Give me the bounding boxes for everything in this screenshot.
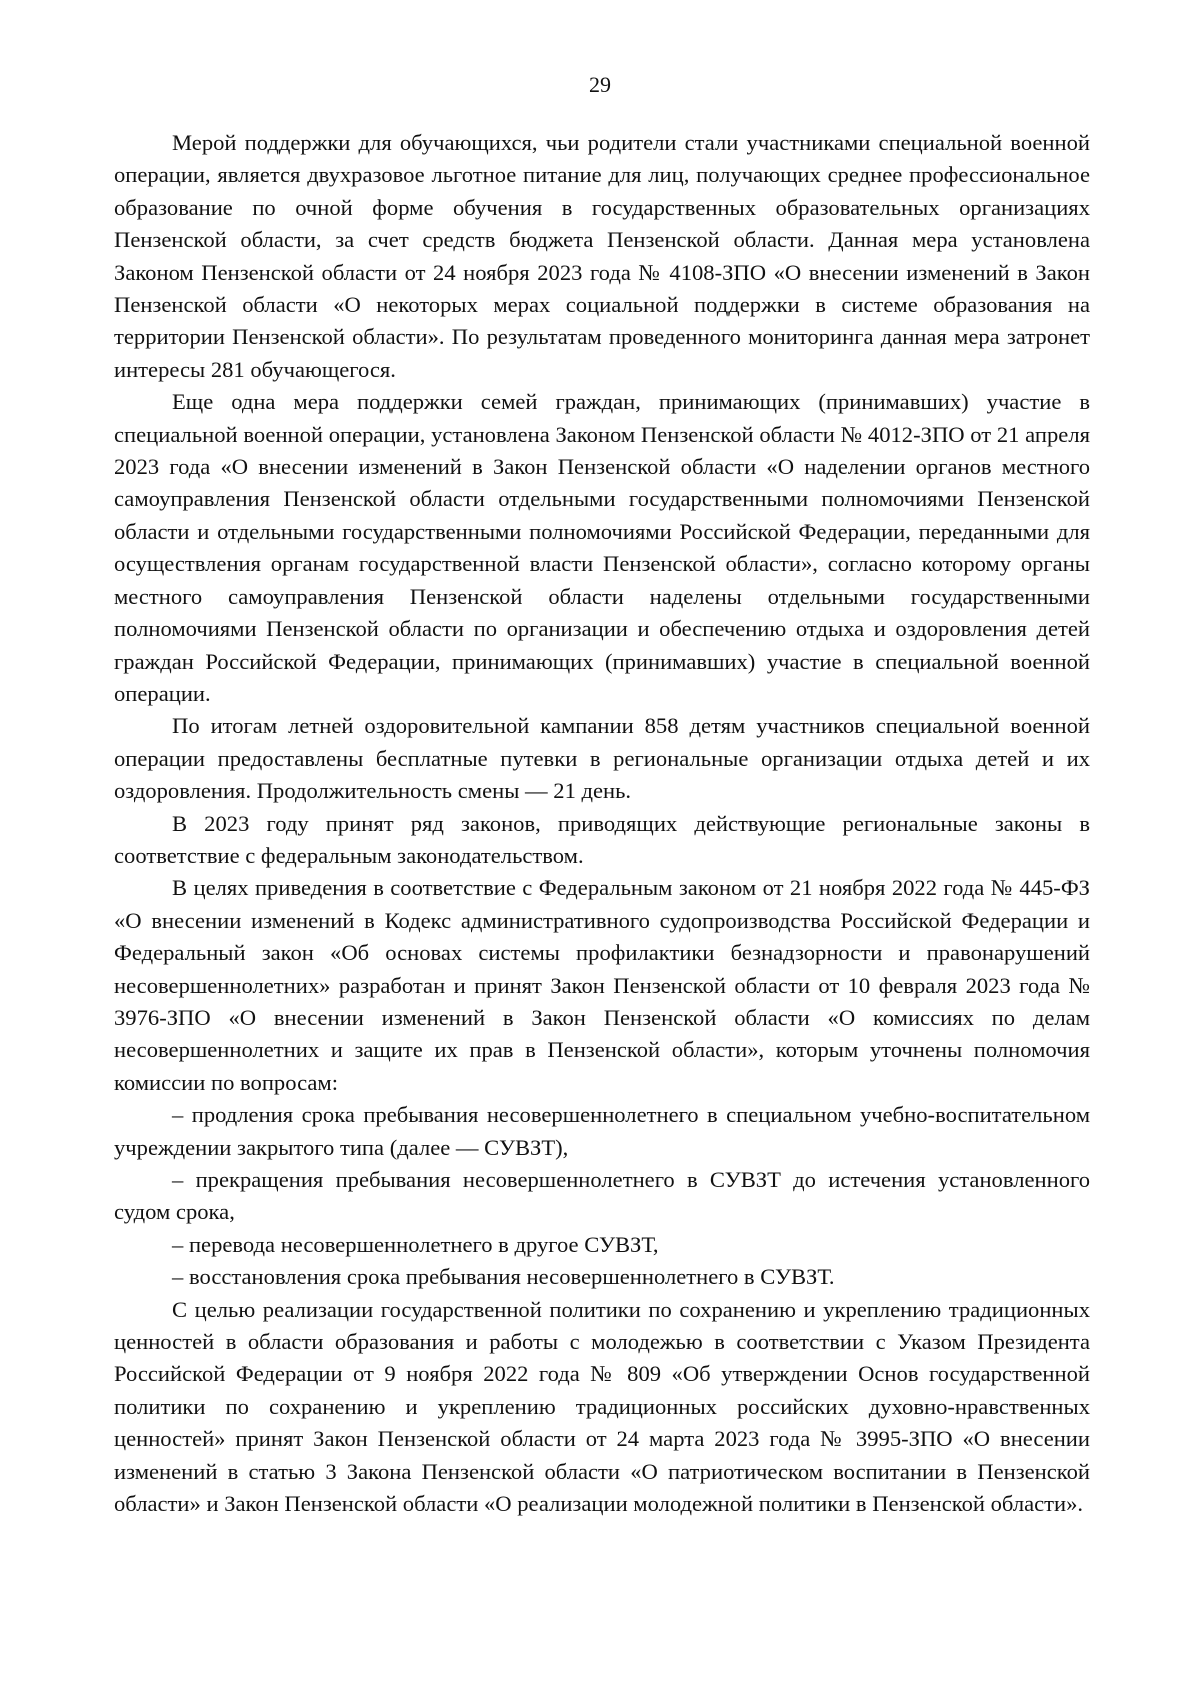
paragraph-recreation-support: Еще одна мера поддержки семей граждан, принимающих (принимавших) участие в специальной военной операции, установлена Законом Пензенской области № 4012-ЗПО от 21 апреля 2023 года «О внесении изменений в Закон Пензенской области «О наделении органов местного самоуправления Пензенской области отдельными государственными полномочиями Пензенской области и отдельными государственными полномочиями Российской Федерации, переданными для осуществления органам государственной власти Пензенской области», согласно которому органы местного самоуправления Пензенской области наделены отдельными государственными полномочиями Пензенской области по организации и обеспечению отдыха и оздоровления детей граждан Российской Федерации, принимающих (принимавших) участие в специальной военной операции. [114, 389, 1090, 706]
paragraph-commission-law: В целях приведения в соответствие с Федеральным законом от 21 ноября 2022 года № 445-ФЗ «О внесении изменений в Кодекс административного судопроизводства Российской Федерации и Федеральный закон «Об основах системы профилактики безнадзорности и правонарушений несовершеннолетних» разработан и принят Закон Пензенской области от 10 февраля 2023 года № 3976-ЗПО «О внесении изменений в Закон Пензенской области «О комиссиях по делам несовершеннолетних и защите их прав в Пензенской области», которым уточнены полномочия комиссии по вопросам: [114, 875, 1090, 1095]
list-item-transfer: – перевода несовершеннолетнего в другое СУВЗТ, [172, 1231, 659, 1257]
paragraph-meal-support: Мерой поддержки для обучающихся, чьи родители стали участниками специальной военной операции, является двухразовое льготное питание для лиц, получающих среднее профессиональное образование по очной форме обучения в государственных образовательных организациях Пензенской области, за счет средств бюджета Пензенской области. Данная мера установлена Законом Пензенской области от 24 ноября 2023 года № 4108-ЗПО «О внесении изменений в Закон Пензенской области «О некоторых мерах социальной поддержки в системе образования на территории Пензенской области». По результатам проведенного мониторинга данная мера затронет интересы 281 обучающегося. [114, 130, 1090, 382]
list-item-termination: – прекращения пребывания несовершеннолетнего в СУВЗТ до истечения установленного судом срока, [114, 1167, 1090, 1225]
list-item-extension: – продления срока пребывания несовершеннолетнего в специальном учебно-воспитательном учреждении закрытого типа (далее — СУВЗТ), [114, 1102, 1090, 1160]
list-item-restoration: – восстановления срока пребывания несовершеннолетнего в СУВЗТ. [172, 1264, 835, 1290]
paragraph-summer-campaign: По итогам летней оздоровительной кампании 858 детям участников специальной военной операции предоставлены бесплатные путевки в региональные организации отдыха детей и их оздоровления. Продолжительность смены — 21 день. [114, 713, 1090, 804]
paragraph-traditional-values: С целью реализации государственной политики по сохранению и укреплению традиционных ценностей в области образования и работы с молодежью в соответствии с Указом Президента Российской Федерации от 9 ноября 2022 года № 809 «Об утверждении Основ государственной политики по сохранению и укреплению традиционных российских духовно-нравственных ценностей» принят Закон Пензенской области от 24 марта 2023 года № 3995-ЗПО «О внесении изменений в статью 3 Закона Пензенской области «О патриотическом воспитании в Пензенской области» и Закон Пензенской области «О реализации молодежной политики в Пензенской области». [114, 1296, 1090, 1517]
paragraph-laws-alignment: В 2023 году принят ряд законов, приводящих действующие региональные законы в соответствие с федеральным законодательством. [114, 810, 1090, 868]
page-number: 29 [589, 72, 611, 97]
document-body [114, 127, 1090, 1520]
